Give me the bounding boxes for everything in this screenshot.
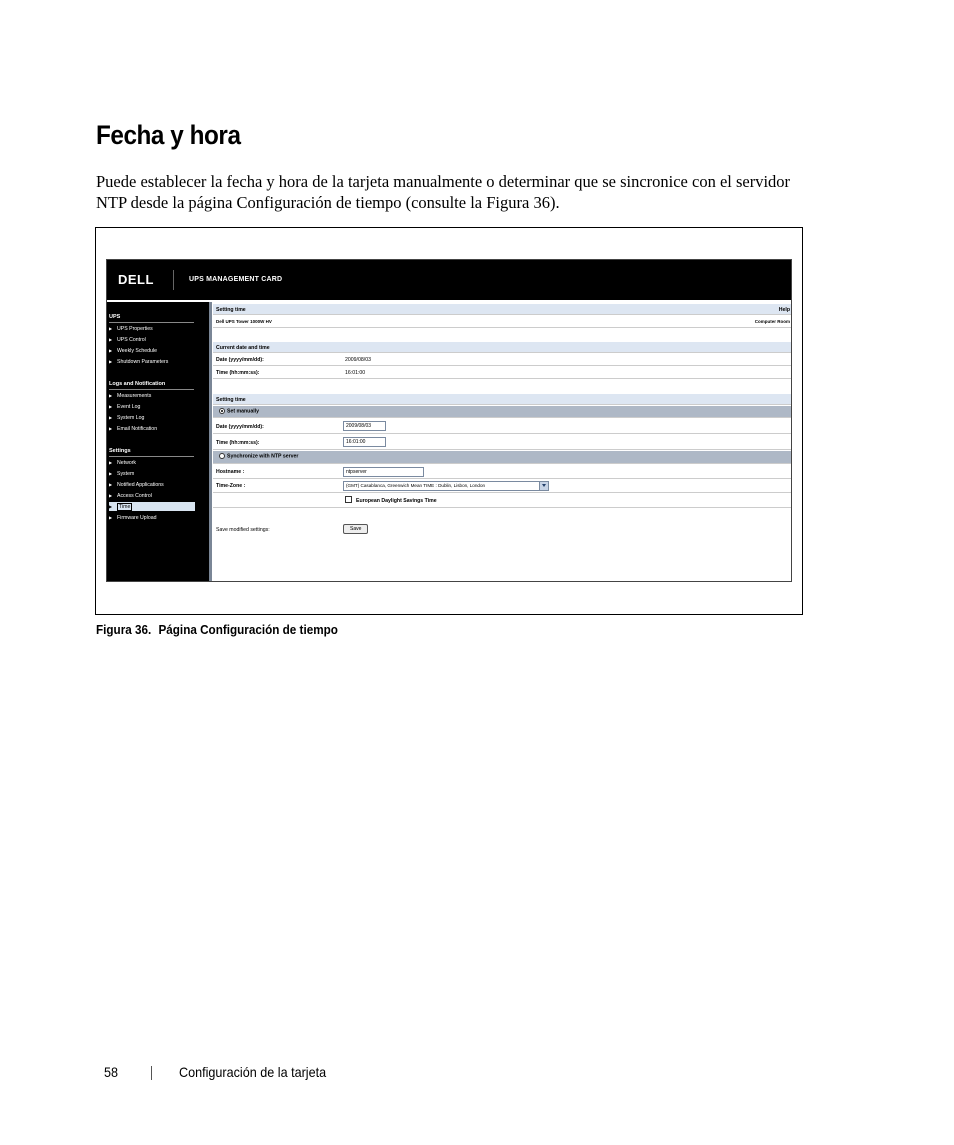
current-date-value: 2009/08/03 [345, 357, 371, 363]
arrow-right-icon: ▶ [109, 348, 113, 353]
setting-section-title: Setting time [216, 397, 246, 403]
manual-option-bar [213, 406, 792, 418]
sidebar-item-network[interactable]: ▶ Network [109, 460, 137, 466]
footer-divider [151, 1066, 152, 1080]
arrow-right-icon: ▶ [109, 515, 113, 520]
hostname-input[interactable]: ntpserver [343, 467, 424, 477]
manual-time-row [213, 435, 792, 450]
current-date-label: Date (yyyy/mm/dd): [216, 357, 264, 363]
intro-paragraph: Puede establecer la fecha y hora de la tarjeta manualmente o determinar que se sincronice con el servidor NTP desde la página Configuración de tiempo (consulte la Figura 36). [96, 172, 791, 212]
figure-caption: Figura 36. Página Configuración de tiempo [96, 622, 338, 637]
current-time-label: Time (hh:mm:ss): [216, 370, 260, 376]
timezone-label: Time-Zone : [216, 483, 246, 489]
save-button[interactable]: Save [343, 524, 368, 534]
arrow-right-icon: ▶ [109, 426, 113, 431]
hostname-row [213, 465, 792, 479]
arrow-right-icon: ▶ [109, 404, 113, 409]
sidebar-item-weekly-schedule[interactable]: ▶ Weekly Schedule [109, 348, 157, 354]
sidebar-item-notified-applications[interactable]: ▶ Notified Applications [109, 482, 164, 488]
dst-label: European Daylight Savings Time [356, 498, 437, 504]
setting-time-header [213, 304, 792, 315]
sidebar-item-access-control[interactable]: ▶ Access Control [109, 493, 152, 499]
sidebar-item-system[interactable]: ▶ System [109, 471, 135, 477]
arrow-right-icon: ▶ [109, 359, 113, 364]
arrow-right-icon: ▶ [109, 393, 113, 398]
manual-date-row [213, 419, 792, 434]
sidebar-item-time[interactable]: ▶ Time [109, 502, 195, 511]
manual-time-input[interactable]: 16:01:00 [343, 437, 386, 447]
manual-date-label: Date (yyyy/mm/dd): [216, 424, 264, 430]
sidebar-group-ups: UPS [109, 314, 121, 320]
radio-selected-icon[interactable] [219, 408, 225, 414]
ntp-option[interactable]: Synchronize with NTP server [219, 453, 298, 459]
dst-row [213, 493, 792, 508]
card-title: UPS MANAGEMENT CARD [189, 276, 283, 283]
current-date-row [213, 353, 792, 366]
sidebar-divider [109, 322, 194, 323]
device-name: Dell UPS Tower 1000W HV [216, 319, 272, 324]
manual-option[interactable]: Set manually [219, 408, 259, 414]
content-panel [213, 302, 792, 582]
save-row [213, 509, 792, 539]
setting-section-bar [213, 394, 792, 405]
ups-card-screenshot [106, 259, 792, 582]
header-divider [173, 270, 174, 290]
manual-date-input[interactable]: 2009/08/03 [343, 421, 386, 431]
dst-checkbox[interactable] [345, 496, 352, 503]
device-location: Computer Room [754, 319, 790, 324]
dell-logo: DELL [118, 272, 154, 287]
arrow-right-icon: ▶ [109, 460, 113, 465]
arrow-right-icon: ▶ [109, 326, 113, 331]
sidebar-item-ups-properties[interactable]: ▶ UPS Properties [109, 326, 153, 332]
radio-unselected-icon[interactable] [219, 453, 225, 459]
arrow-right-icon: ▶ [109, 471, 113, 476]
sidebar-group-settings: Settings [109, 448, 131, 454]
timezone-row [213, 479, 792, 493]
timezone-select[interactable]: (GMT) Casablanca, Greenwich Mean TIME : Dublin, Lisbon, London [343, 481, 549, 491]
chevron-down-icon[interactable] [539, 482, 548, 490]
sidebar [107, 302, 209, 582]
page-title: Fecha y hora [96, 120, 241, 150]
sidebar-group-logs: Logs and Notification [109, 381, 166, 387]
sidebar-item-shutdown-parameters[interactable]: ▶ Shutdown Parameters [109, 359, 169, 365]
sidebar-item-measurements[interactable]: ▶ Measurements [109, 393, 152, 399]
save-prompt: Save modified settings: [216, 527, 270, 533]
sidebar-item-firmware-upload[interactable]: ▶ Firmware Upload [109, 515, 157, 521]
footer-section-title: Configuración de la tarjeta [179, 1064, 327, 1080]
sidebar-item-event-log[interactable]: ▶ Event Log [109, 404, 141, 410]
current-section-bar [213, 342, 792, 353]
sidebar-item-email-notification[interactable]: ▶ Email Notification [109, 426, 158, 432]
arrow-right-icon: ▶ [109, 493, 113, 498]
device-row [213, 315, 792, 328]
sidebar-item-ups-control[interactable]: ▶ UPS Control [109, 337, 146, 343]
manual-time-label: Time (hh:mm:ss): [216, 440, 260, 446]
sidebar-divider [109, 389, 194, 390]
hostname-label: Hostname : [216, 469, 245, 475]
footer-page-number: 58 [104, 1064, 119, 1080]
current-time-value: 16:01:00 [345, 370, 366, 376]
current-time-row [213, 366, 792, 379]
help-link[interactable]: Help [778, 307, 790, 313]
setting-time-title: Setting time [216, 307, 246, 313]
arrow-right-icon: ▶ [109, 482, 113, 487]
sidebar-border [209, 302, 212, 582]
sidebar-item-system-log[interactable]: ▶ System Log [109, 415, 145, 421]
arrow-right-icon: ▶ [109, 337, 113, 342]
arrow-right-icon: ▶ [109, 415, 113, 420]
arrow-right-icon: ▶ [109, 504, 113, 509]
current-section-title: Current date and time [216, 345, 270, 351]
ntp-option-bar [213, 451, 792, 464]
sidebar-divider [109, 456, 194, 457]
card-header [107, 260, 792, 300]
